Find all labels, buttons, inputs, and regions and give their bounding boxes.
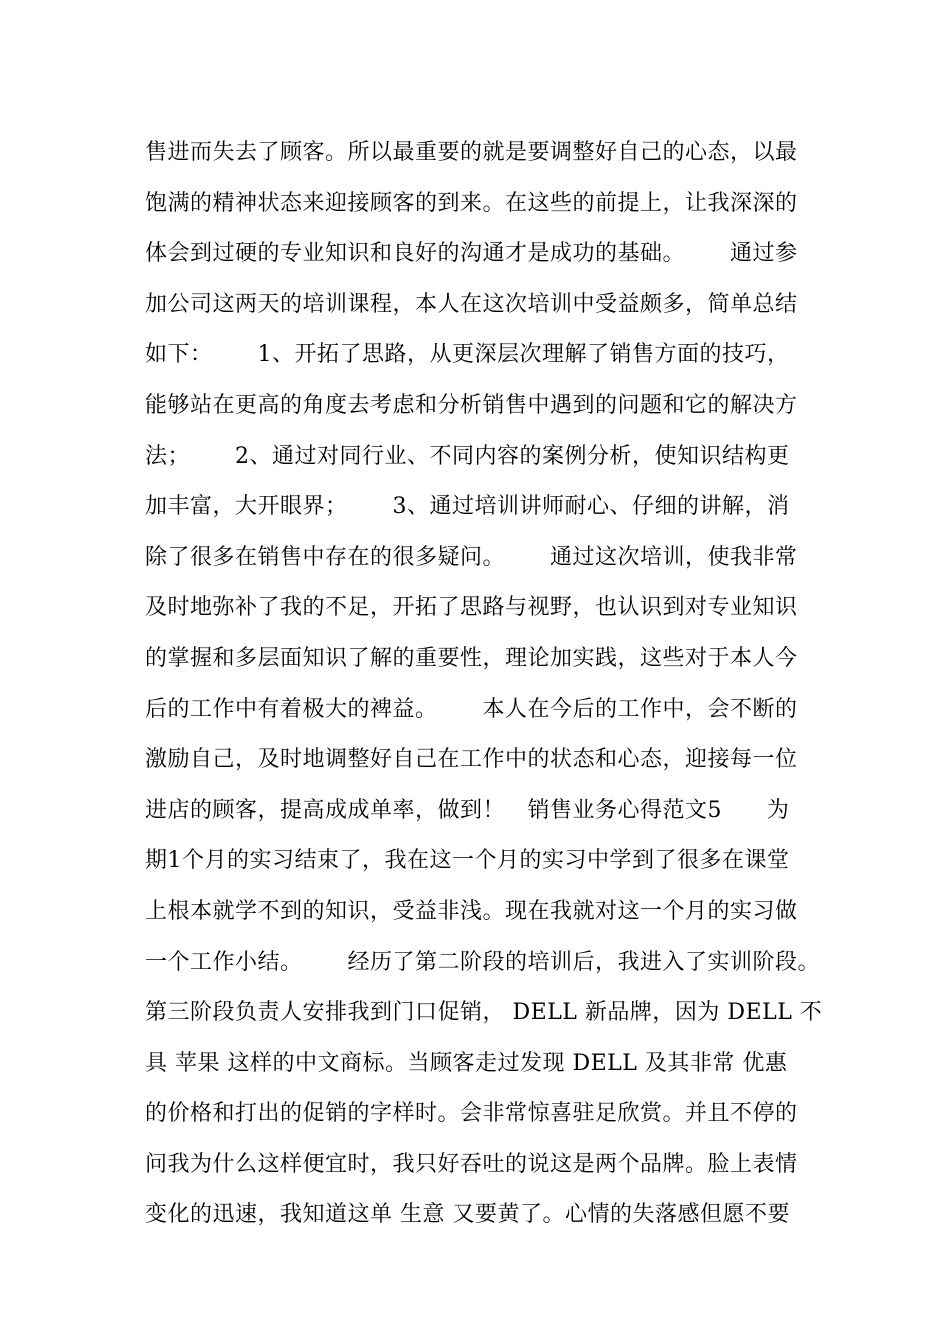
text-line: 及时地弥补了我的不足，开拓了思路与视野，也认识到对专业知识	[145, 595, 798, 621]
text-line: 法； 2、通过对同行业、不同内容的案例分析，使知识结构更	[145, 443, 790, 469]
text-line: 具 苹果 这样的中文商标。当顾客走过发现 DELL 及其非常 优惠	[145, 1050, 788, 1076]
text-line: 加丰富，大开眼界； 3、通过培训讲师耐心、仔细的讲解，消	[145, 494, 790, 520]
body-text	[145, 128, 825, 1241]
text-line: 饱满的精神状态来迎接顾客的到来。在这些的前提上，让我深深的	[145, 190, 798, 216]
text-line: 如下： 1、开拓了思路，从更深层次理解了销售方面的技巧，	[145, 342, 790, 368]
text-line: 激励自己，及时地调整好自己在工作中的状态和心态，迎接每一位	[145, 747, 798, 773]
text-line: 变化的迅速，我知道这单 生意 又要黄了。心情的失落感但愿不要	[145, 1202, 790, 1228]
text-line: 加公司这两天的培训课程，本人在这次培训中受益颇多，简单总结	[145, 291, 798, 317]
text-line: 一个工作小结。 经历了第二阶段的培训后，我进入了实训阶段。	[145, 949, 820, 975]
text-line: 体会到过硬的专业知识和良好的沟通才是成功的基础。 通过参	[145, 241, 798, 267]
text-line: 能够站在更高的角度去考虑和分析销售中遇到的问题和它的解决方	[145, 392, 798, 418]
text-line: 问我为什么这样便宜时，我只好吞吐的说这是两个品牌。脸上表情	[145, 1151, 798, 1177]
text-line: 上根本就学不到的知识，受益非浅。现在我就对这一个月的实习做	[145, 898, 798, 924]
text-line: 的价格和打出的促销的字样时。会非常惊喜驻足欣赏。并且不停的	[145, 1101, 798, 1127]
text-line: 后的工作中有着极大的裨益。 本人在今后的工作中，会不断的	[145, 696, 798, 722]
text-line: 期1个月的实习结束了，我在这一个月的实习中学到了很多在课堂	[145, 848, 790, 874]
text-line: 进店的顾客，提高成成单率，做到！ 销售业务心得范文5 为	[145, 797, 790, 823]
text-line: 除了很多在销售中存在的很多疑问。 通过这次培训，使我非常	[145, 544, 798, 570]
text-line: 售进而失去了顾客。所以最重要的就是要调整好自己的心态，以最	[145, 140, 798, 165]
text-line: 第三阶段负责人安排我到门口促销， DELL 新品牌，因为 DELL 不	[145, 1000, 823, 1026]
text-line: 的掌握和多层面知识了解的重要性，理论加实践，这些对于本人今	[145, 645, 798, 671]
